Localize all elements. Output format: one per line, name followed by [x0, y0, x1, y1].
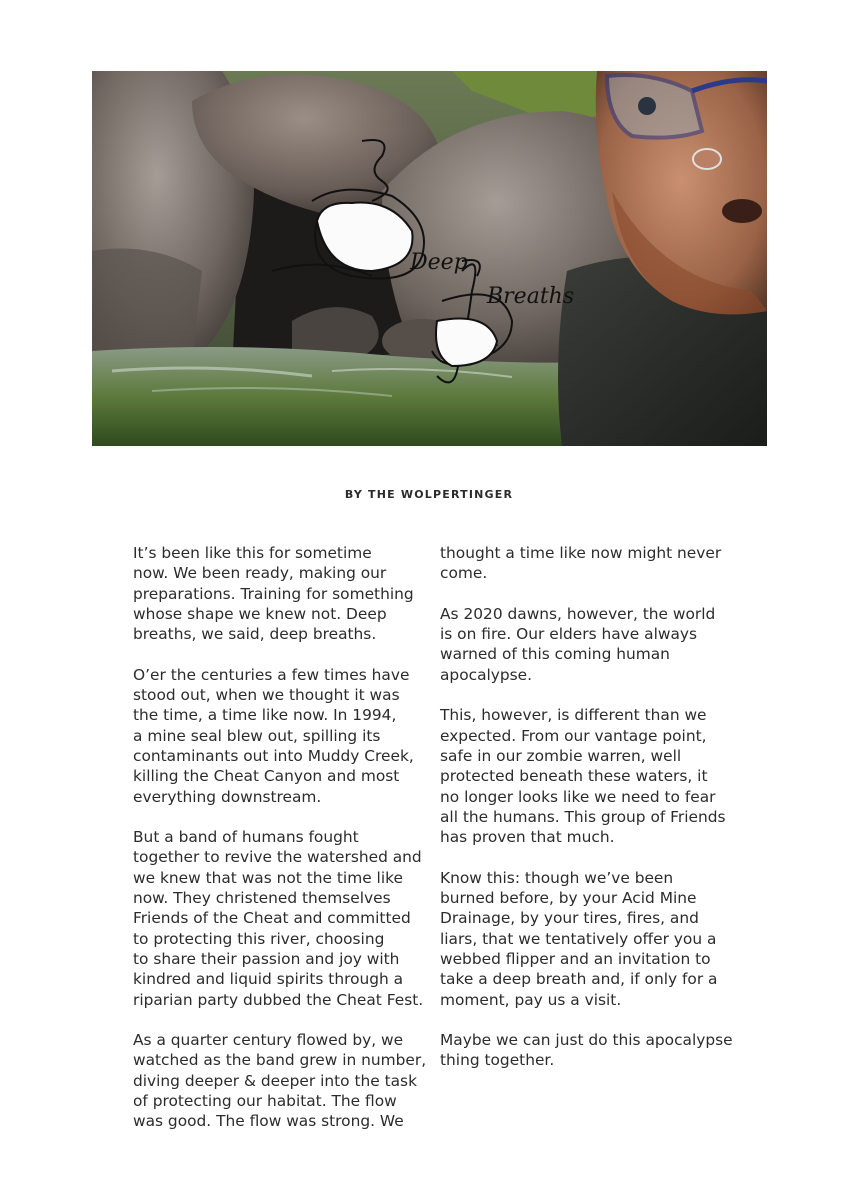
article-column-left — [133, 543, 433, 1152]
text-line: watched as the band grew in number, — [133, 1051, 427, 1070]
text-line: This, however, is different than we — [440, 706, 707, 725]
text-line: to share their passion and joy with — [133, 949, 400, 968]
text-line: now. We been ready, making our — [133, 564, 387, 583]
article-column-right — [440, 543, 740, 1091]
article-paragraph — [133, 543, 433, 644]
article-paragraph — [440, 543, 740, 584]
text-line: all the humans. This group of Friends — [440, 807, 726, 826]
article-paragraph — [440, 868, 740, 1010]
text-line: is on fire. Our elders have always — [440, 625, 698, 644]
text-line: riparian party dubbed the Cheat Fest. — [133, 990, 424, 1009]
text-line: kindred and liquid spirits through a — [133, 970, 404, 989]
text-line: It’s been like this for sometime — [133, 544, 372, 562]
text-line: burned before, by your Acid Mine — [440, 889, 697, 908]
text-line: of protecting our habitat. The flow — [133, 1092, 397, 1111]
text-line: safe in our zombie warren, well — [440, 746, 682, 765]
text-line: Know this: though we’ve been — [440, 868, 674, 887]
text-line: stood out, when we thought it was — [133, 686, 400, 705]
text-line: was good. The flow was strong. We — [133, 1112, 404, 1131]
text-line: apocalypse. — [440, 665, 533, 684]
text-line: now. They christened themselves — [133, 889, 391, 908]
text-line: come. — [440, 564, 488, 583]
text-line: webbed flipper and an invitation to — [440, 949, 711, 968]
text-line: diving deeper & deeper into the task — [133, 1071, 417, 1090]
text-line: take a deep breath and, if only for a — [440, 970, 718, 989]
text-line: thought a time like now might never — [440, 544, 722, 562]
text-line: a mine seal blew out, spilling its — [133, 726, 381, 745]
text-line: killing the Cheat Canyon and most — [133, 767, 400, 786]
text-line: But a band of humans fought — [133, 828, 359, 847]
text-line: Drainage, by your tires, fires, and — [440, 909, 699, 928]
text-line: thing together. — [440, 1051, 555, 1070]
byline: BY THE WOLPERTINGER — [344, 488, 514, 501]
article-paragraph — [440, 1030, 740, 1071]
text-line: O’er the centuries a few times have — [133, 665, 410, 684]
text-line: Maybe we can just do this apocalypse — [440, 1031, 733, 1050]
text-line: together to revive the watershed and — [133, 848, 422, 867]
article-paragraph — [133, 827, 433, 1010]
text-line: As 2020 dawns, however, the world — [440, 604, 716, 623]
text-line: As a quarter century flowed by, we — [133, 1031, 404, 1050]
text-line: everything downstream. — [133, 787, 322, 806]
text-line: whose shape we knew not. Deep — [133, 604, 387, 623]
hero-illustration — [92, 71, 767, 446]
text-line: no longer looks like we need to fear — [440, 787, 716, 806]
text-line: we knew that was not the time like — [133, 868, 403, 887]
text-line: has proven that much. — [440, 828, 615, 847]
article-paragraph — [440, 604, 740, 685]
text-line: to protecting this river, choosing — [133, 929, 385, 948]
text-line: protected beneath these waters, it — [440, 767, 708, 786]
text-line: breaths, we said, deep breaths. — [133, 625, 377, 644]
text-line: moment, pay us a visit. — [440, 990, 622, 1009]
title-word-deep: Deep — [410, 250, 468, 275]
article-paragraph — [440, 705, 740, 847]
text-line: the time, a time like now. In 1994, — [133, 706, 397, 725]
text-line: Friends of the Cheat and committed — [133, 909, 411, 928]
title-word-breaths: Breaths — [487, 284, 575, 309]
text-line: expected. From our vantage point, — [440, 726, 707, 745]
text-line: preparations. Training for something — [133, 584, 414, 603]
hero-photo — [92, 71, 767, 446]
article-paragraph — [133, 665, 433, 807]
text-line: warned of this coming human — [440, 645, 670, 664]
text-line: liars, that we tentatively offer you a — [440, 929, 717, 948]
text-line: contaminants out into Muddy Creek, — [133, 746, 414, 765]
article-paragraph — [133, 1030, 433, 1131]
